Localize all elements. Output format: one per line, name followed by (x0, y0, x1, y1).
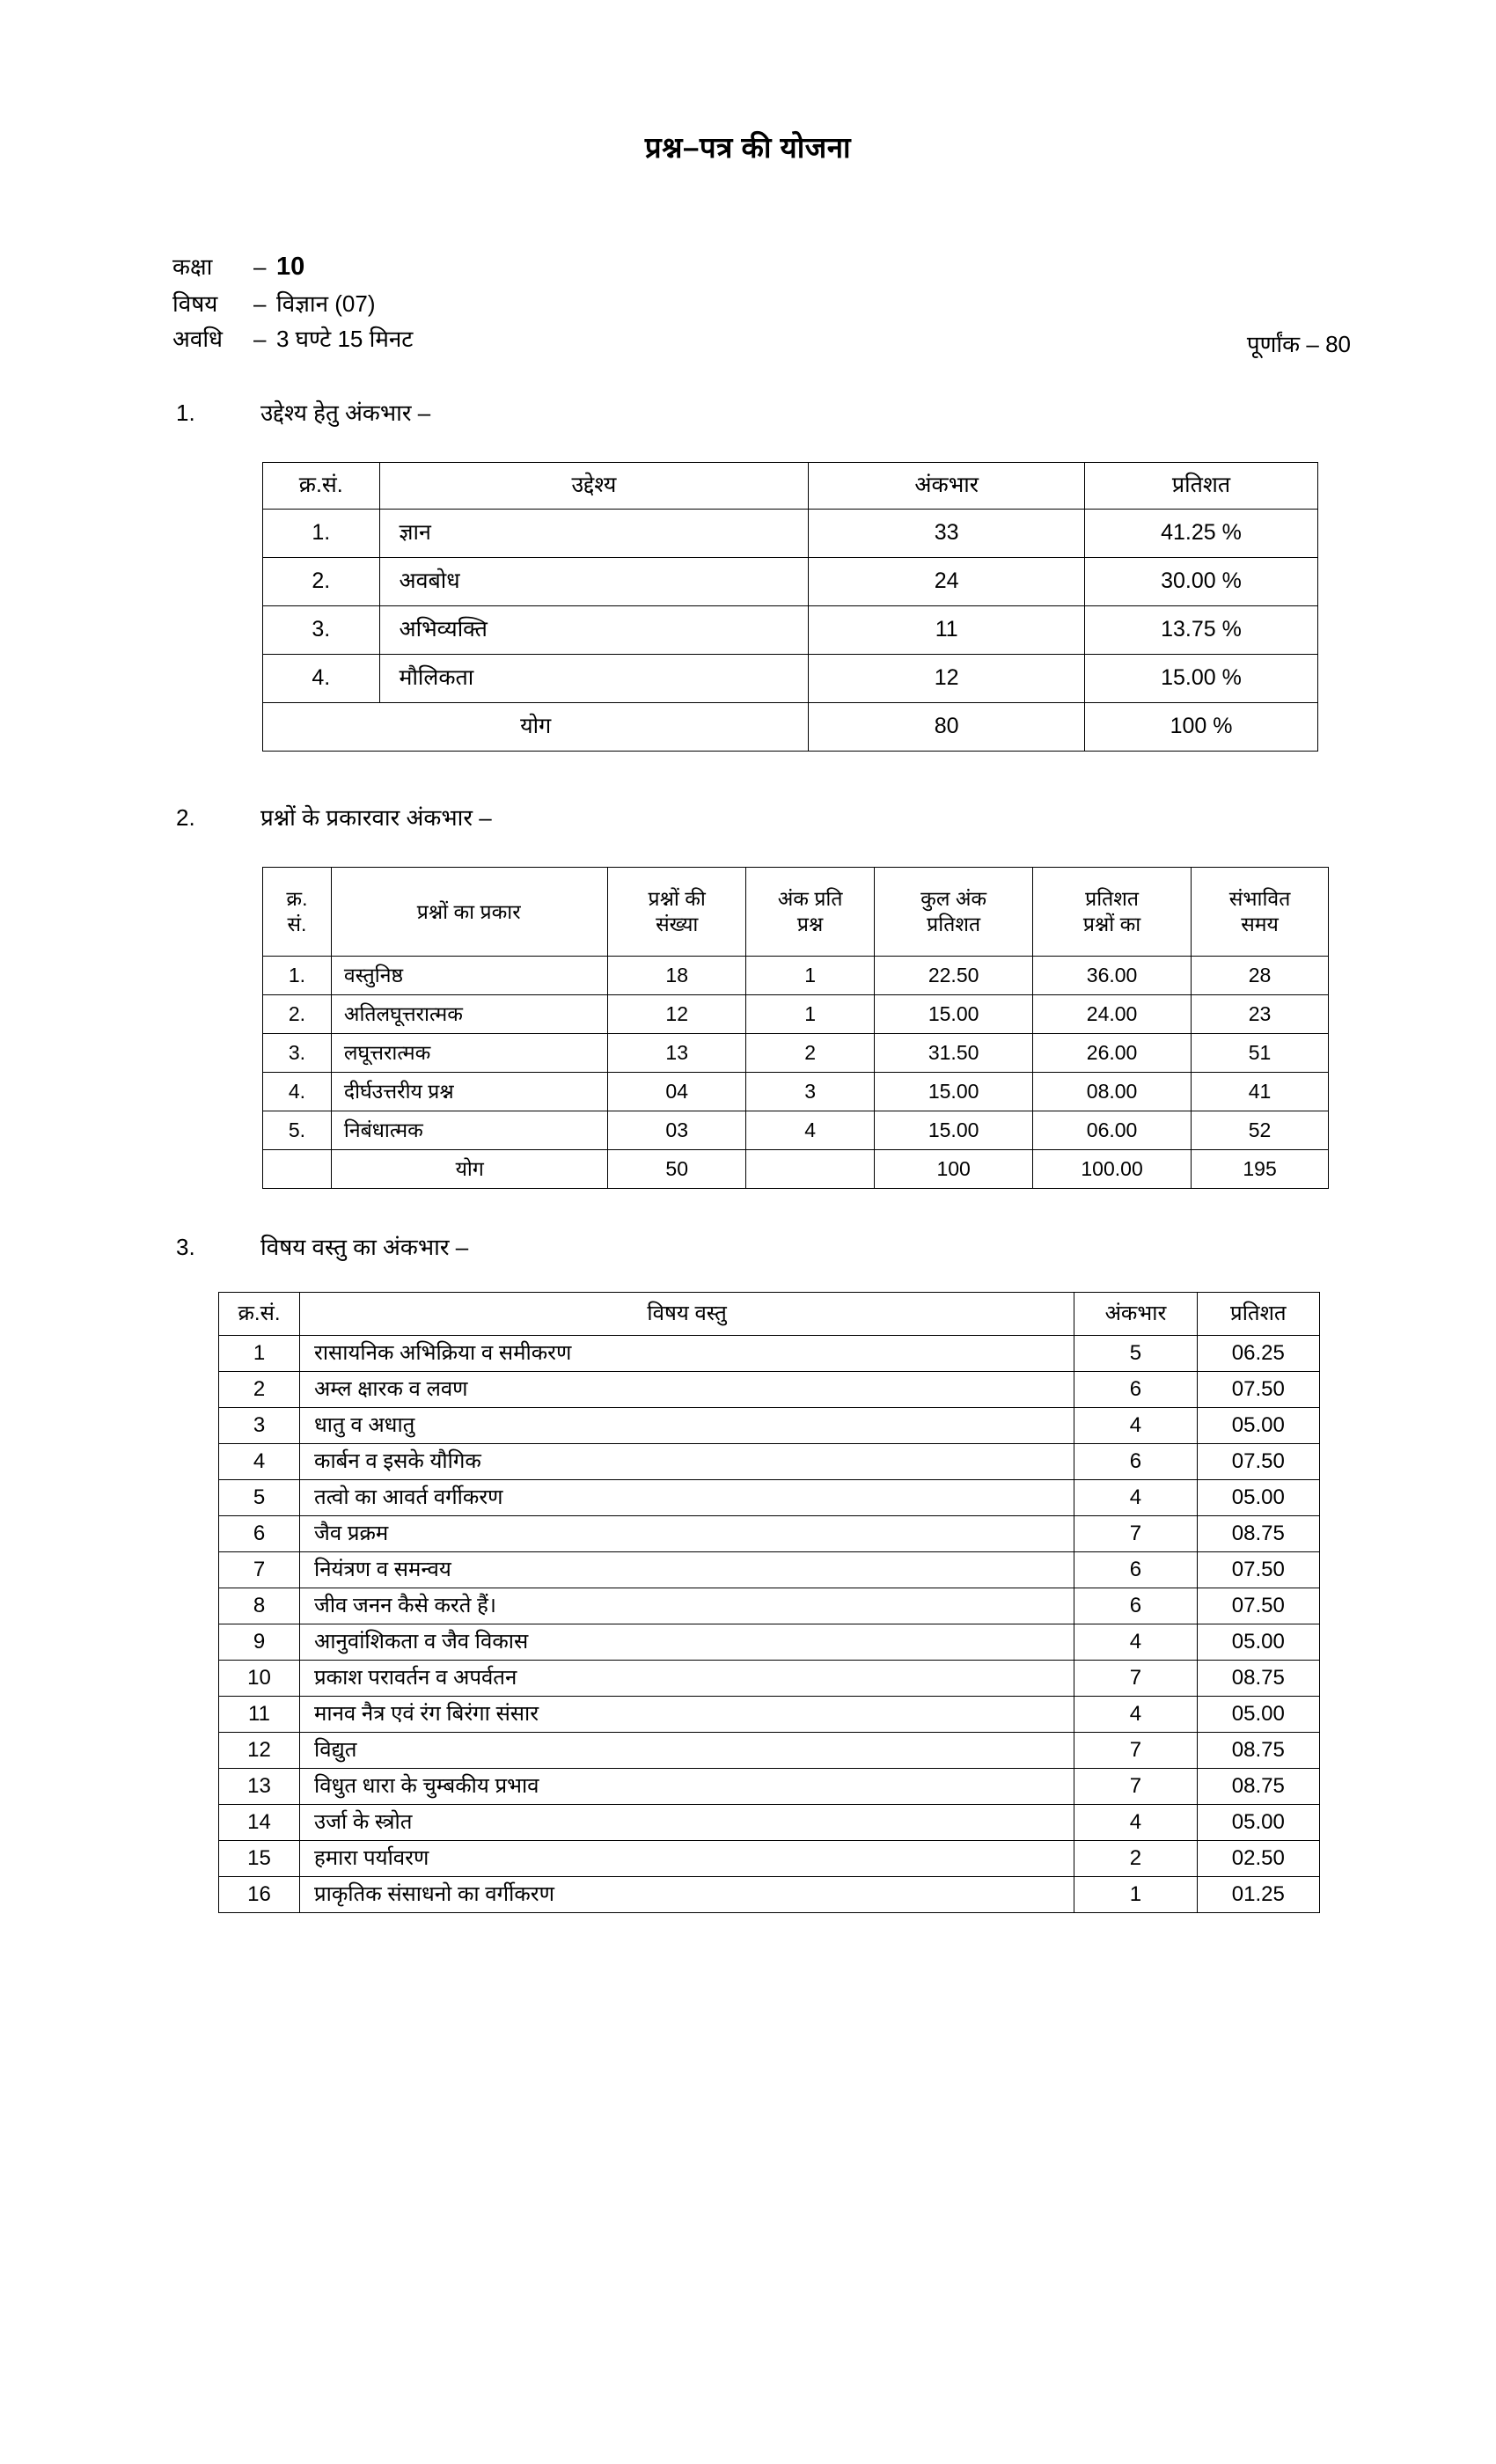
cell-marks-per: 4 (745, 1111, 874, 1150)
table-row (219, 1336, 1320, 1372)
cell-total-marks: 31.50 (875, 1034, 1033, 1073)
cell-unit: धातु व अधातु (300, 1408, 1074, 1444)
cell-serial: 1 (219, 1336, 300, 1372)
cell-marks: 4 (1074, 1697, 1197, 1733)
cell-serial: 3. (263, 1034, 332, 1073)
cell-unit: तत्वो का आवर्त वर्गीकरण (300, 1480, 1074, 1516)
cell-serial: 16 (219, 1877, 300, 1913)
cell-question-type: वस्तुनिष्ठ (331, 957, 608, 995)
header-marks: अंकभार (809, 463, 1085, 510)
table-row (263, 510, 1318, 558)
cell-percent: 30.00 % (1085, 558, 1318, 606)
cell-unit: विधुत धारा के चुम्बकीय प्रभाव (300, 1769, 1074, 1805)
table-row (219, 1733, 1320, 1769)
header-marks-per-question (745, 868, 874, 957)
cell-total-count: 50 (608, 1150, 745, 1189)
header-serial-line2: सं. (287, 913, 307, 935)
cell-count: 12 (608, 995, 745, 1034)
cell-count: 04 (608, 1073, 745, 1111)
meta-subject-dash: – (253, 290, 267, 318)
header-question-type-text: प्रश्नों का प्रकार (416, 899, 521, 923)
cell-question-type: अतिलघूत्तरात्मक (331, 995, 608, 1034)
table-row (219, 1588, 1320, 1624)
cell-percent: 08.75 (1197, 1733, 1319, 1769)
cell-question-type: दीर्घउत्तरीय प्रश्न (331, 1073, 608, 1111)
table-row (219, 1552, 1320, 1588)
header-per-line2: प्रश्न (796, 913, 824, 935)
cell-percent: 02.50 (1197, 1841, 1319, 1877)
total-marks-label: पूर्णांक (1246, 331, 1301, 357)
cell-unit: हमारा पर्यावरण (300, 1841, 1074, 1877)
cell-serial: 2 (219, 1372, 300, 1408)
cell-serial: 5. (263, 1111, 332, 1150)
cell-serial: 1. (263, 510, 380, 558)
header-pct-line2: प्रश्नों का (1082, 913, 1141, 935)
table-row (219, 1372, 1320, 1408)
cell-serial: 5 (219, 1480, 300, 1516)
table-row (263, 995, 1329, 1034)
cell-serial: 12 (219, 1733, 300, 1769)
cell-percent: 08.75 (1197, 1661, 1319, 1697)
cell-marks: 24 (809, 558, 1085, 606)
cell-unit: जीव जनन कैसे करते हैं। (300, 1588, 1074, 1624)
section-number-2: 2. (176, 804, 195, 831)
header-count-line1: प्रश्नों की (648, 887, 706, 911)
cell-total-serial (263, 1150, 332, 1189)
table-row (219, 1841, 1320, 1877)
cell-question-type: लघूत्तरात्मक (331, 1034, 608, 1073)
section-title-1: उद्देश्य हेतु अंकभार – (260, 400, 431, 426)
cell-total-time: 195 (1192, 1150, 1329, 1189)
cell-marks: 2 (1074, 1841, 1197, 1877)
section-heading-question-types (176, 801, 492, 832)
cell-total-percent: 100 % (1085, 703, 1318, 752)
meta-class-label: कक्षा (172, 253, 213, 280)
cell-marks-per: 2 (745, 1034, 874, 1073)
cell-question-type: निबंधात्मक (331, 1111, 608, 1150)
cell-serial: 13 (219, 1769, 300, 1805)
cell-unit: विद्युत (300, 1733, 1074, 1769)
header-total-line1: कुल अंक (920, 887, 987, 911)
cell-serial: 2. (263, 558, 380, 606)
cell-percent: 13.75 % (1085, 606, 1318, 655)
cell-unit: रासायनिक अभिक्रिया व समीकरण (300, 1336, 1074, 1372)
cell-objective: मौलिकता (379, 655, 809, 703)
header-total-line2: प्रतिशत (927, 913, 981, 935)
table-row (219, 1697, 1320, 1733)
cell-marks: 6 (1074, 1372, 1197, 1408)
cell-unit: प्रकाश परावर्तन व अपर्वतन (300, 1661, 1074, 1697)
table-total-row (263, 703, 1318, 752)
header-serial: क्र.सं. (263, 463, 380, 510)
cell-serial: 6 (219, 1516, 300, 1552)
cell-objective: अवबोध (379, 558, 809, 606)
content-weightage-table (218, 1292, 1320, 1913)
cell-unit: उर्जा के स्त्रोत (300, 1805, 1074, 1841)
header-count-line2: संख्या (656, 913, 699, 935)
cell-total-marks: 15.00 (875, 995, 1033, 1034)
meta-subject-line (172, 288, 413, 323)
table-row (263, 1073, 1329, 1111)
cell-percent: 01.25 (1197, 1877, 1319, 1913)
table-row (263, 655, 1318, 703)
section-heading-objectives (176, 396, 430, 428)
cell-percent: 05.00 (1197, 1697, 1319, 1733)
cell-time: 52 (1192, 1111, 1329, 1150)
cell-marks: 12 (809, 655, 1085, 703)
cell-percent: 08.75 (1197, 1769, 1319, 1805)
section-title-3: विषय वस्तु का अंकभार – (260, 1234, 469, 1260)
table-row (263, 558, 1318, 606)
cell-serial: 7 (219, 1552, 300, 1588)
table-row (219, 1516, 1320, 1552)
cell-marks: 7 (1074, 1769, 1197, 1805)
header-per-line1: अंक प्रति (777, 887, 843, 911)
cell-total-marks: 80 (809, 703, 1085, 752)
cell-unit: प्राकृतिक संसाधनो का वर्गीकरण (300, 1877, 1074, 1913)
cell-percent: 08.75 (1197, 1516, 1319, 1552)
meta-duration-value: 3 घण्टे 15 मिनट (276, 326, 414, 353)
cell-serial: 3 (219, 1408, 300, 1444)
header-unit: विषय वस्तु (300, 1293, 1074, 1336)
cell-percent: 06.00 (1033, 1111, 1192, 1150)
table-header-row (263, 868, 1329, 957)
header-estimated-time (1192, 868, 1329, 957)
cell-total-marks: 15.00 (875, 1111, 1033, 1150)
meta-duration-dash: – (253, 326, 267, 353)
section-heading-content (176, 1230, 468, 1262)
table-header-row (263, 463, 1318, 510)
page-title: प्रश्न–पत्र की योजना (644, 131, 852, 164)
header-percent: प्रतिशत (1085, 463, 1318, 510)
cell-percent: 07.50 (1197, 1552, 1319, 1588)
header-percent-of-questions (1033, 868, 1192, 957)
cell-total-marks: 15.00 (875, 1073, 1033, 1111)
header-marks: अंकभार (1074, 1293, 1197, 1336)
table-row (219, 1661, 1320, 1697)
cell-unit: जैव प्रक्रम (300, 1516, 1074, 1552)
cell-marks: 7 (1074, 1516, 1197, 1552)
cell-unit: कार्बन व इसके यौगिक (300, 1444, 1074, 1480)
header-serial-line1: क्र. (286, 887, 308, 911)
cell-marks: 6 (1074, 1444, 1197, 1480)
table-total-row (263, 1150, 1329, 1189)
total-marks-dash: – (1306, 331, 1319, 357)
cell-marks: 4 (1074, 1480, 1197, 1516)
header-pct-line1: प्रतिशत (1085, 887, 1140, 911)
cell-serial: 15 (219, 1841, 300, 1877)
table-row (219, 1805, 1320, 1841)
cell-serial: 4 (219, 1444, 300, 1480)
cell-marks-per: 3 (745, 1073, 874, 1111)
header-time-line1: संभावित (1228, 887, 1291, 911)
cell-total-label: योग (263, 703, 809, 752)
cell-percent: 41.25 % (1085, 510, 1318, 558)
cell-marks-per: 1 (745, 957, 874, 995)
cell-marks: 7 (1074, 1661, 1197, 1697)
cell-percent: 05.00 (1197, 1480, 1319, 1516)
table-row (263, 606, 1318, 655)
cell-percent: 07.50 (1197, 1372, 1319, 1408)
cell-serial: 3. (263, 606, 380, 655)
cell-marks: 11 (809, 606, 1085, 655)
header-time-line2: समय (1241, 913, 1279, 935)
total-marks-value: 80 (1325, 331, 1351, 357)
section-number-3: 3. (176, 1234, 195, 1260)
header-total-marks (875, 868, 1033, 957)
table-row (219, 1480, 1320, 1516)
cell-marks: 7 (1074, 1733, 1197, 1769)
table-row (219, 1769, 1320, 1805)
meta-subject-label: विषय (172, 290, 218, 318)
cell-serial: 14 (219, 1805, 300, 1841)
cell-percent: 26.00 (1033, 1034, 1192, 1073)
table-row (263, 1111, 1329, 1150)
cell-total-percent: 100.00 (1033, 1150, 1192, 1189)
cell-marks: 4 (1074, 1805, 1197, 1841)
header-question-type (331, 868, 608, 957)
cell-percent: 15.00 % (1085, 655, 1318, 703)
cell-total-marks: 22.50 (875, 957, 1033, 995)
cell-unit: आनुवांशिकता व जैव विकास (300, 1624, 1074, 1661)
cell-marks: 6 (1074, 1552, 1197, 1588)
meta-class-dash: – (253, 253, 267, 280)
exam-meta-block (172, 249, 413, 358)
cell-serial: 2. (263, 995, 332, 1034)
cell-total-marks: 100 (875, 1150, 1033, 1189)
cell-time: 51 (1192, 1034, 1329, 1073)
cell-marks: 5 (1074, 1336, 1197, 1372)
cell-serial: 10 (219, 1661, 300, 1697)
table-row (219, 1444, 1320, 1480)
cell-objective: अभिव्यक्ति (379, 606, 809, 655)
cell-count: 13 (608, 1034, 745, 1073)
cell-serial: 4. (263, 655, 380, 703)
meta-class-value: 10 (276, 253, 305, 281)
cell-percent: 08.00 (1033, 1073, 1192, 1111)
question-types-weightage-table (262, 867, 1329, 1189)
table-row (263, 957, 1329, 995)
cell-total-label: योग (331, 1150, 608, 1189)
cell-time: 28 (1192, 957, 1329, 995)
header-serial: क्र.सं. (219, 1293, 300, 1336)
cell-unit: नियंत्रण व समन्वय (300, 1552, 1074, 1588)
cell-unit: मानव नैत्र एवं रंग बिरंगा संसार (300, 1697, 1074, 1733)
section-title-2: प्रश्नों के प्रकारवार अंकभार – (260, 804, 492, 831)
meta-class-line (172, 249, 413, 288)
cell-percent: 05.00 (1197, 1805, 1319, 1841)
cell-percent: 06.25 (1197, 1336, 1319, 1372)
cell-marks: 1 (1074, 1877, 1197, 1913)
cell-serial: 1. (263, 957, 332, 995)
cell-marks: 4 (1074, 1624, 1197, 1661)
table-row (219, 1408, 1320, 1444)
cell-marks: 4 (1074, 1408, 1197, 1444)
total-marks-line (1247, 327, 1351, 359)
cell-percent: 36.00 (1033, 957, 1192, 995)
objectives-weightage-table (262, 462, 1318, 752)
meta-duration-label: अवधि (172, 326, 224, 353)
cell-percent: 07.50 (1197, 1444, 1319, 1480)
header-percent: प्रतिशत (1197, 1293, 1319, 1336)
table-row (263, 1034, 1329, 1073)
cell-serial: 11 (219, 1697, 300, 1733)
cell-marks: 6 (1074, 1588, 1197, 1624)
cell-unit: अम्ल क्षारक व लवण (300, 1372, 1074, 1408)
cell-percent: 05.00 (1197, 1408, 1319, 1444)
cell-count: 18 (608, 957, 745, 995)
cell-serial: 8 (219, 1588, 300, 1624)
header-question-count (608, 868, 745, 957)
table-row (219, 1877, 1320, 1913)
header-objective: उद्देश्य (379, 463, 809, 510)
cell-total-per (745, 1150, 874, 1189)
cell-percent: 24.00 (1033, 995, 1192, 1034)
cell-serial: 9 (219, 1624, 300, 1661)
cell-count: 03 (608, 1111, 745, 1150)
cell-time: 41 (1192, 1073, 1329, 1111)
meta-subject-value: विज्ञान (07) (276, 290, 376, 318)
cell-percent: 05.00 (1197, 1624, 1319, 1661)
table-header-row (219, 1293, 1320, 1336)
header-serial (263, 868, 332, 957)
meta-duration-line (172, 323, 413, 358)
cell-marks-per: 1 (745, 995, 874, 1034)
section-number-1: 1. (176, 400, 195, 426)
cell-time: 23 (1192, 995, 1329, 1034)
table-row (219, 1624, 1320, 1661)
cell-objective: ज्ञान (379, 510, 809, 558)
cell-percent: 07.50 (1197, 1588, 1319, 1624)
cell-marks: 33 (809, 510, 1085, 558)
cell-serial: 4. (263, 1073, 332, 1111)
